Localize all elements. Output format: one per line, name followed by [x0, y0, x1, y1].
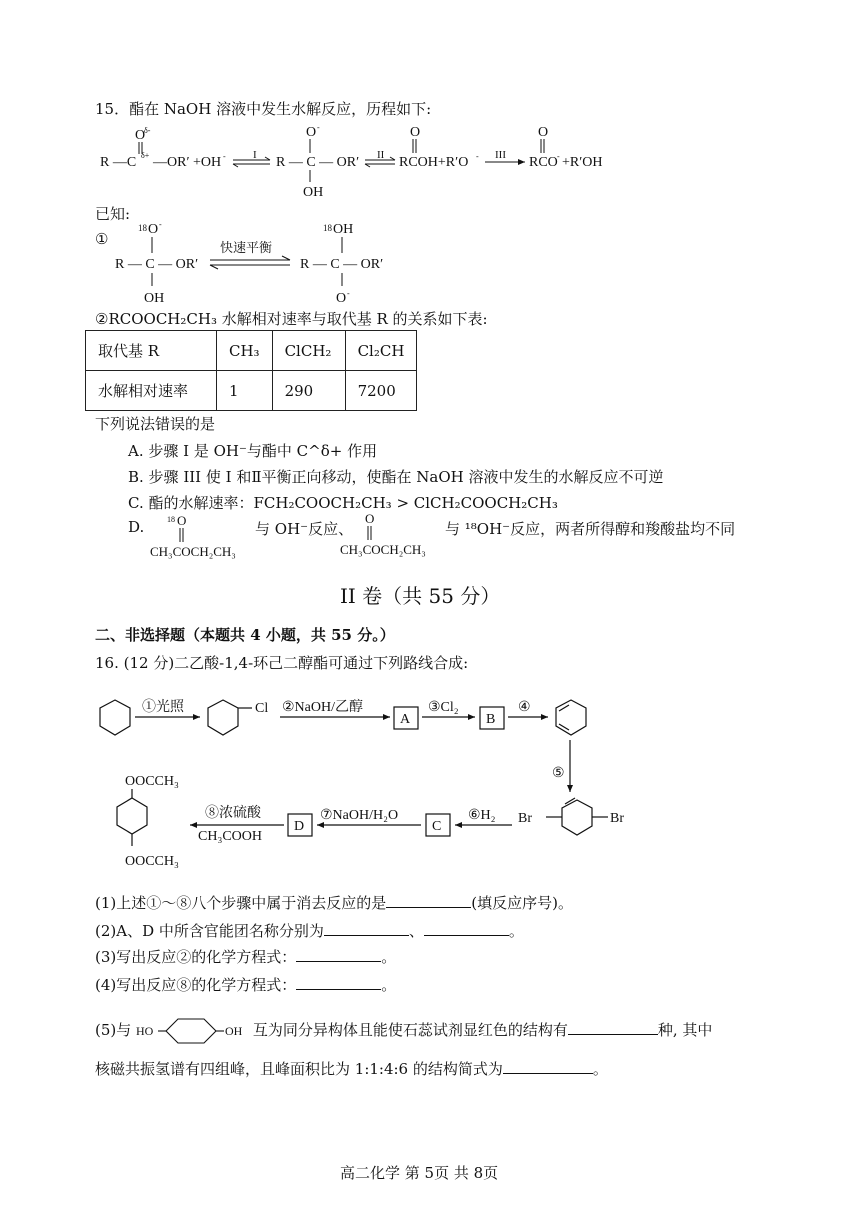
svg-text:O: O	[365, 511, 375, 526]
svg-text:O: O	[336, 291, 347, 306]
q16-part2-end: 。	[508, 922, 524, 940]
q16-part2	[95, 920, 524, 941]
step-3: ③Cl₂	[428, 700, 459, 715]
q16-part4	[95, 974, 396, 995]
svg-text:HO: HO	[136, 1024, 154, 1038]
q15-known2: ②RCOOCH₂CH₃ 水解相对速率与取代基 R 的关系如下表:	[95, 310, 488, 328]
ester-structure	[335, 510, 455, 562]
table-cell: 1	[217, 371, 273, 411]
table-header: ClCH₂	[272, 331, 345, 371]
svg-text:δ+: δ+	[141, 151, 150, 160]
svg-text:18: 18	[323, 223, 332, 233]
q16-part3-text: (3)写出反应②的化学方程式：	[95, 948, 297, 966]
svg-text:R — C — OR′: R — C — OR′	[276, 155, 360, 170]
hydrolysis-mechanism	[95, 122, 625, 202]
diester-product-ring	[117, 798, 147, 834]
table-row	[86, 331, 417, 371]
table-cell: 7200	[345, 371, 417, 411]
step-2: ②NaOH/乙醇	[282, 700, 363, 715]
svg-text:18: 18	[138, 223, 147, 233]
q16-part2-text: (2)A、D 中所含官能团名称分别为	[95, 922, 324, 940]
svg-text:-: -	[317, 123, 320, 132]
q15-prompt: 下列说法错误的是	[95, 415, 216, 433]
answer-blank-5b[interactable]	[503, 1059, 593, 1074]
svg-text:R —C: R —C	[100, 155, 137, 170]
step-8b: CH₃COOH	[198, 829, 262, 844]
step-4: ④	[518, 700, 531, 715]
cyclohexanediol-structure	[136, 1016, 248, 1046]
svg-text:Br: Br	[610, 811, 624, 826]
q16-part1	[95, 892, 573, 913]
svg-text:OH: OH	[225, 1024, 243, 1038]
step-7: ⑦NaOH/H₂O	[320, 808, 399, 823]
answer-blank-5a[interactable]	[568, 1020, 658, 1035]
svg-text:-: -	[159, 220, 162, 229]
answer-blank-2a[interactable]	[324, 921, 409, 936]
svg-text:O: O	[410, 125, 421, 140]
q15-option-c: C. 酯的水解速率：FCH₂COOCH₂CH₃ > ClCH₂COOCH₂CH₃	[128, 494, 558, 512]
svg-text:RCO: RCO	[529, 155, 558, 170]
fast-eq-label: 快速平衡	[220, 240, 273, 255]
svg-text:O: O	[538, 125, 549, 140]
q15-stem: 15．酯在 NaOH 溶液中发生水解反应，历程如下:	[95, 100, 432, 118]
svg-text:18: 18	[167, 515, 175, 524]
svg-text:OH: OH	[333, 222, 354, 237]
svg-text:OH: OH	[144, 291, 165, 306]
svg-text:R — C — OR′: R — C — OR′	[115, 257, 199, 272]
q16-part4-end: 。	[381, 976, 397, 994]
q16-part1-text: (1)上述①～⑧八个步骤中属于消去反应的是	[95, 894, 387, 912]
q15-known1: ①	[95, 230, 109, 248]
step-6: ⑥H₂	[468, 808, 496, 823]
hydrolysis-rate-table	[85, 330, 417, 411]
box-d: D	[294, 819, 305, 834]
svg-text:Cl: Cl	[255, 701, 269, 716]
fast-equilibrium-diagram	[110, 216, 410, 306]
q16-part4-text: (4)写出反应⑧的化学方程式：	[95, 976, 297, 994]
table-cell: 水解相对速率	[86, 371, 217, 411]
svg-text:-: -	[476, 152, 479, 161]
section-title: II 卷（共 55 分）	[340, 584, 501, 608]
svg-text:I: I	[253, 149, 257, 161]
svg-text:-: -	[223, 152, 226, 161]
svg-text:CH₃COCH₂CH₃: CH₃COCH₂CH₃	[340, 542, 426, 557]
svg-text:O: O	[306, 125, 317, 140]
q15-option-d-mid: 与 OH⁻反应、	[255, 520, 354, 538]
q16-part3	[95, 946, 396, 967]
svg-text:III: III	[495, 149, 506, 161]
q15-option-a: A. 步骤 I 是 OH⁻与酯中 C^δ+ 作用	[128, 442, 378, 460]
svg-text:—OR′ +OH: —OR′ +OH	[153, 155, 222, 170]
svg-text:δ-: δ-	[144, 126, 151, 135]
page-footer: 高二化学 第 5页 共 8页	[340, 1164, 499, 1182]
svg-text:R — C — OR′: R — C — OR′	[300, 257, 384, 272]
svg-text:+R′OH: +R′OH	[562, 155, 603, 170]
synthesis-route-diagram	[90, 680, 650, 880]
q15-option-b: B. 步骤 III 使 I 和Ⅱ平衡正向移动，使酯在 NaOH 溶液中发生的水解反应不可逆	[128, 468, 664, 486]
step-8a: ⑧浓硫酸	[205, 806, 261, 821]
table-header: Cl₂CH	[345, 331, 417, 371]
svg-text:O: O	[135, 128, 146, 143]
q16-part5-a: (5)与	[95, 1021, 132, 1039]
chlorocyclohexane-ring	[208, 700, 238, 735]
svg-text:RCOH+R′O: RCOH+R′O	[399, 155, 469, 170]
q16-part5-line2-text: 核磁共振氢谱有四组峰，且峰面积比为 1:1:4:6 的结构简式为	[95, 1060, 503, 1078]
table-header: CH₃	[217, 331, 273, 371]
svg-text:OOCCH₃: OOCCH₃	[125, 774, 179, 789]
table-cell: 290	[272, 371, 345, 411]
q15-option-d-label: D.	[128, 518, 145, 536]
svg-text:O: O	[177, 513, 187, 528]
svg-text:-: -	[557, 152, 560, 161]
svg-text:CH₃COCH₂CH₃: CH₃COCH₂CH₃	[150, 544, 236, 559]
q16-part5-b: 互为同分异构体且能使石蕊试剂显红色的结构有	[252, 1021, 568, 1039]
q16-part2-sep: 、	[408, 922, 424, 940]
svg-text:-: -	[347, 289, 350, 298]
box-a: A	[400, 712, 411, 727]
q16-stem: 16. (12 分)二乙酸-1,4-环己二醇酯可通过下列路线合成:	[95, 654, 469, 672]
cyclohexane-ring	[100, 700, 130, 735]
section-heading: 二、非选择题（本题共 4 小题，共 55 分。）	[95, 626, 395, 644]
q16-part5-end: 。	[592, 1060, 608, 1078]
answer-blank-2b[interactable]	[424, 921, 509, 936]
answer-blank-1[interactable]	[386, 893, 471, 908]
svg-text:O: O	[148, 222, 159, 237]
q16-part1-end: (填反应序号)。	[471, 894, 573, 912]
answer-blank-3[interactable]	[296, 947, 381, 962]
table-row	[86, 371, 417, 411]
svg-text:OOCCH₃: OOCCH₃	[125, 854, 179, 869]
dibromocyclohexene-ring	[562, 800, 592, 835]
q15-known: 已知:	[95, 205, 131, 223]
svg-text:Br: Br	[518, 811, 532, 826]
box-b: B	[486, 712, 496, 727]
box-c: C	[432, 819, 442, 834]
step-1: ①光照	[142, 700, 184, 715]
table-header: 取代基 R	[86, 331, 217, 371]
q16-part3-end: 。	[381, 948, 397, 966]
answer-blank-4[interactable]	[296, 975, 381, 990]
q16-part5-line1	[95, 1016, 712, 1046]
svg-text:OH: OH	[303, 185, 324, 200]
q16-part5-line2	[95, 1058, 608, 1079]
q15-option-d-end: 与 ¹⁸OH⁻反应，两者所得醇和羧酸盐均不同	[445, 520, 736, 538]
q16-part5-c: 种, 其中	[657, 1021, 713, 1039]
step-5: ⑤	[552, 766, 565, 781]
svg-text:II: II	[377, 149, 385, 161]
cyclohexadiene-ring	[556, 700, 586, 735]
